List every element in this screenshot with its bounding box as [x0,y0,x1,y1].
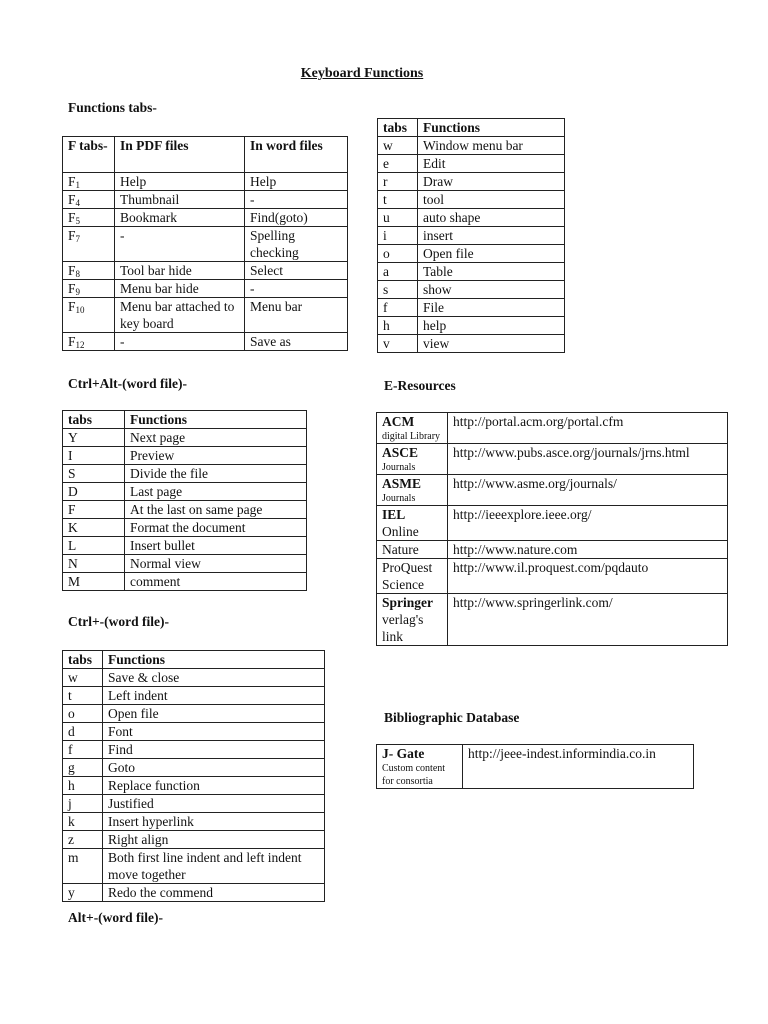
function-cell: At the last on same page [125,501,307,519]
table-row [63,723,325,741]
ctrl-table [62,650,325,902]
key-cell: g [63,759,103,777]
key-cell: e [378,155,418,173]
function-cell: show [418,281,565,299]
e-resources-heading: E-Resources [384,378,456,393]
resource-subtitle: Online [382,524,419,539]
function-cell: Redo the commend [103,884,325,902]
function-cell: view [418,335,565,353]
function-cell: Table [418,263,565,281]
key-cell: i [378,227,418,245]
function-cell: Next page [125,429,307,447]
database-subtitle: Custom content for consortia [382,763,446,787]
table-row [63,227,348,262]
function-cell: auto shape [418,209,565,227]
alt-heading: Alt+-(word file)- [68,910,164,925]
key-cell: o [63,705,103,723]
table-row [63,795,325,813]
table-row [63,849,325,884]
table-row [377,594,728,646]
table-row [63,573,307,591]
key-label: F [68,228,76,243]
function-cell: Last page [125,483,307,501]
function-cell: Both first line indent and left indent move together [103,849,325,884]
table-row [63,501,307,519]
resource-name: ACM [382,414,415,429]
word-cell: - [245,191,348,209]
key-cell: m [63,849,103,884]
table-row [378,209,565,227]
ctrl-heading: Ctrl+-(word file)- [68,614,170,629]
key-subscript: 7 [75,234,81,244]
table-row [63,705,325,723]
key-subscript: 12 [75,340,85,350]
table-header: Functions [103,651,325,669]
table-row [63,298,348,333]
function-cell: Save & close [103,669,325,687]
resource-subtitle: Journals [382,493,416,504]
table-row [63,447,307,465]
key-cell: S [63,465,125,483]
resource-url[interactable]: http://www.springerlink.com/ [448,594,728,646]
table-row [63,555,307,573]
function-cell: Font [103,723,325,741]
table-row [378,155,565,173]
function-cell: Left indent [103,687,325,705]
table-header: Functions [125,411,307,429]
function-cell: Insert bullet [125,537,307,555]
table-header: In PDF files [115,137,245,173]
key-cell: t [378,191,418,209]
key-cell: k [63,813,103,831]
table-row [378,227,565,245]
key-subscript: 10 [75,305,85,315]
pdf-cell: Help [115,173,245,191]
key-cell: f [63,741,103,759]
function-cell: help [418,317,565,335]
resource-subtitle: Nature [382,542,419,557]
table-row [378,263,565,281]
key-cell: h [63,777,103,795]
key-subscript: 9 [75,287,81,297]
table-row [377,541,728,559]
pdf-cell: Bookmark [115,209,245,227]
table-header: Functions [418,119,565,137]
table-row [63,209,348,227]
key-label: F [68,263,76,278]
key-cell: d [63,723,103,741]
resource-name: ASCE [382,445,419,460]
key-cell: h [378,317,418,335]
pdf-cell: - [115,227,245,262]
key-cell: L [63,537,125,555]
tabs-table [377,118,565,353]
bibliographic-heading: Bibliographic Database [384,710,520,725]
key-cell: F [63,501,125,519]
resource-url[interactable]: http://ieeexplore.ieee.org/ [448,506,728,541]
table-row [63,687,325,705]
function-cell: Insert hyperlink [103,813,325,831]
pdf-cell: Menu bar attached to key board [115,298,245,333]
resource-name: IEL [382,507,406,522]
table-row [63,537,307,555]
resource-subtitle: digital Library [382,431,441,442]
key-cell: Y [63,429,125,447]
table-row [63,465,307,483]
table-row [378,173,565,191]
table-row [63,191,348,209]
function-cell: Find [103,741,325,759]
resource-url[interactable]: http://www.asme.org/journals/ [448,475,728,506]
table-row [63,813,325,831]
key-cell: s [378,281,418,299]
key-cell: o [378,245,418,263]
word-cell: Find(goto) [245,209,348,227]
resource-subtitle: Journals [382,462,416,473]
table-row [63,884,325,902]
table-row [377,559,728,594]
table-row [63,777,325,795]
function-cell: tool [418,191,565,209]
function-cell: insert [418,227,565,245]
key-cell: w [378,137,418,155]
resource-subtitle: ProQuest Science [382,560,433,592]
e-resources-table [376,412,728,646]
function-cell: File [418,299,565,317]
function-cell: Justified [103,795,325,813]
key-cell: y [63,884,103,902]
key-label: F [68,334,76,349]
word-cell: Menu bar [245,298,348,333]
key-cell: w [63,669,103,687]
table-row [378,137,565,155]
table-header: tabs [63,411,125,429]
bibliographic-table [376,744,694,789]
resource-url[interactable]: http://portal.acm.org/portal.cfm [448,413,728,444]
table-row [378,335,565,353]
key-subscript: 8 [75,269,81,279]
key-cell: v [378,335,418,353]
key-cell: f [378,299,418,317]
table-row [63,759,325,777]
database-url[interactable]: http://jeee-indest.informindia.co.in [463,745,694,789]
table-row [63,262,348,280]
resource-name: Springer [382,595,434,610]
resource-url[interactable]: http://www.nature.com [448,541,728,559]
table-row [63,741,325,759]
key-cell: j [63,795,103,813]
function-cell: Right align [103,831,325,849]
resource-url[interactable]: http://www.il.proquest.com/pqdauto [448,559,728,594]
function-cell: Draw [418,173,565,191]
key-cell: M [63,573,125,591]
table-row [63,519,307,537]
key-cell: I [63,447,125,465]
key-cell: K [63,519,125,537]
key-cell: a [378,263,418,281]
page-title: Keyboard Functions [300,66,424,81]
function-cell: Replace function [103,777,325,795]
key-cell: u [378,209,418,227]
key-label: F [68,192,76,207]
function-cell: Preview [125,447,307,465]
key-label: F [68,174,76,189]
pdf-cell: Menu bar hide [115,280,245,298]
database-name: J- Gate [382,746,425,761]
function-cell: Edit [418,155,565,173]
key-label: F [68,281,76,296]
function-cell: Open file [418,245,565,263]
table-row [63,669,325,687]
ctrl-alt-heading: Ctrl+Alt-(word file)- [68,376,188,391]
table-row [378,191,565,209]
table-row [63,173,348,191]
table-header: tabs [63,651,103,669]
key-cell: t [63,687,103,705]
table-header: tabs [378,119,418,137]
table-row [63,333,348,351]
key-label: F [68,210,76,225]
key-cell: z [63,831,103,849]
function-cell: Window menu bar [418,137,565,155]
pdf-cell: Thumbnail [115,191,245,209]
function-cell: comment [125,573,307,591]
table-row [377,506,728,541]
table-row [378,281,565,299]
key-subscript: 5 [75,216,81,226]
key-cell: D [63,483,125,501]
table-row [63,831,325,849]
function-cell: Divide the file [125,465,307,483]
word-cell: Spelling checking [245,227,348,262]
table-row [63,280,348,298]
resource-subtitle: verlag's link [382,612,424,644]
table-row [377,745,694,789]
table-row [377,475,728,506]
key-cell: N [63,555,125,573]
table-row [378,245,565,263]
table-row [377,444,728,475]
functions-tabs-heading: Functions tabs- [68,100,157,115]
pdf-cell: Tool bar hide [115,262,245,280]
table-header: In word files [245,137,348,173]
resource-url[interactable]: http://www.pubs.asce.org/journals/jrns.html [448,444,728,475]
key-subscript: 1 [75,180,81,190]
word-cell: Save as [245,333,348,351]
word-cell: - [245,280,348,298]
resource-name: ASME [382,476,422,491]
table-row [63,483,307,501]
function-cell: Normal view [125,555,307,573]
word-cell: Select [245,262,348,280]
table-row [377,413,728,444]
word-cell: Help [245,173,348,191]
function-cell: Format the document [125,519,307,537]
function-cell: Open file [103,705,325,723]
key-subscript: 4 [75,198,81,208]
key-cell: r [378,173,418,191]
pdf-cell: - [115,333,245,351]
f-keys-table [62,136,348,351]
table-header: F tabs- [63,137,115,173]
ctrl-alt-table [62,410,307,591]
table-row [63,429,307,447]
function-cell: Goto [103,759,325,777]
key-label: F [68,299,76,314]
table-row [378,317,565,335]
table-row [378,299,565,317]
